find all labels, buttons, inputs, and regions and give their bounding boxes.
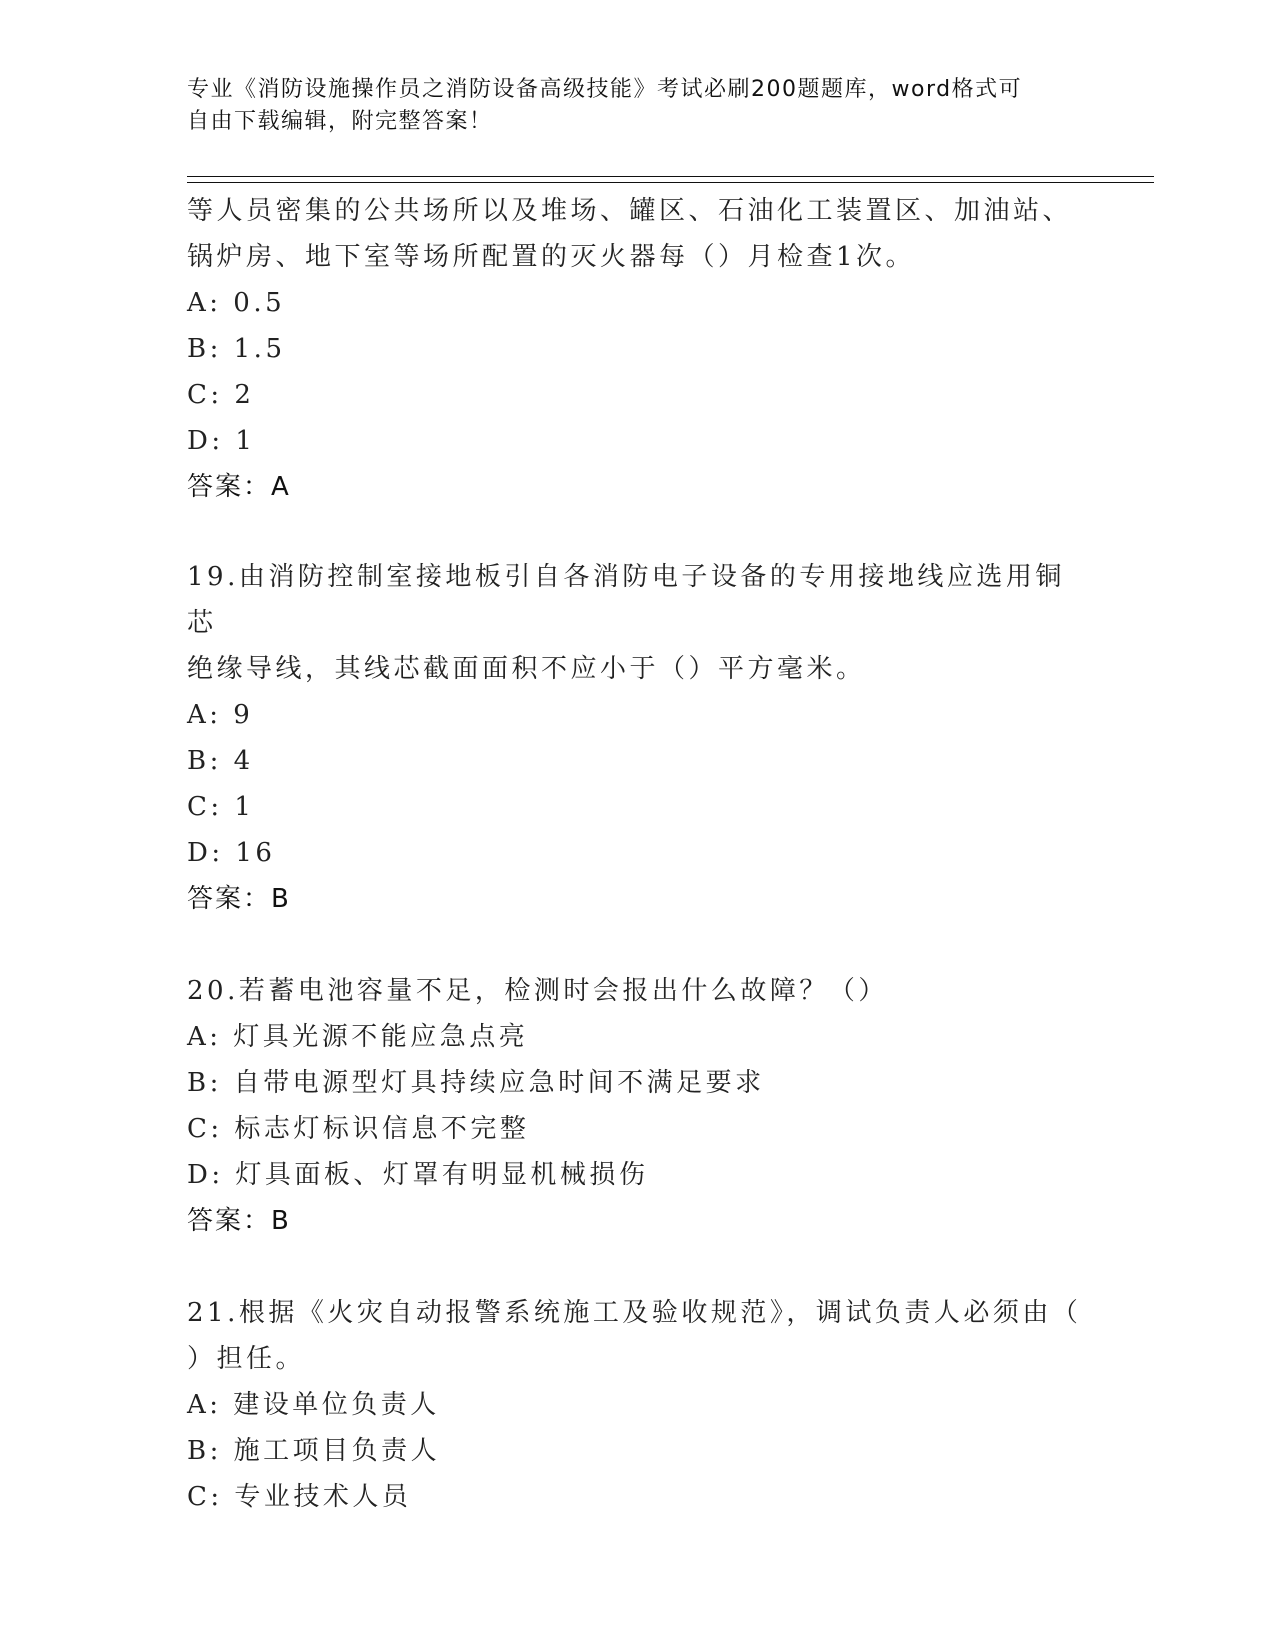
- option-d: D: 1: [187, 426, 256, 456]
- answer: 答案：B: [187, 884, 291, 914]
- header-divider-top: [187, 176, 1154, 177]
- option-b: B: 施工项目负责人: [187, 1436, 441, 1466]
- question-stem-line: 等人员密集的公共场所以及堆场、罐区、石油化工装置区、加油站、: [187, 196, 1073, 226]
- option-b: B: 自带电源型灯具持续应急时间不满足要求: [187, 1068, 765, 1098]
- question-stem-line: 20.若蓄电池容量不足，检测时会报出什么故障？（）: [187, 976, 888, 1006]
- header-line-2: 自由下载编辑，附完整答案！: [187, 109, 493, 134]
- option-a: A: 灯具光源不能应急点亮: [187, 1022, 529, 1052]
- question-stem-line: ）担任。: [187, 1344, 306, 1374]
- question-stem-line: 19.由消防控制室接地板引自各消防电子设备的专用接地线应选用铜芯: [187, 562, 1065, 638]
- header-divider-bottom: [187, 182, 1154, 183]
- option-b: B: 1.5: [187, 334, 286, 364]
- option-a: A: 9: [187, 700, 254, 730]
- option-d: D: 16: [187, 838, 276, 868]
- option-a: A: 建设单位负责人: [187, 1390, 440, 1420]
- option-c: C: 专业技术人员: [187, 1482, 412, 1512]
- question-18: [187, 188, 1087, 510]
- question-list: [187, 188, 1087, 1566]
- option-c: C: 2: [187, 380, 255, 410]
- option-c: C: 1: [187, 792, 255, 822]
- header-line-1: 专业《消防设施操作员之消防设备高级技能》考试必刷200题题库，word格式可: [187, 77, 1023, 102]
- option-a: A: 0.5: [187, 288, 286, 318]
- question-stem-line: 锅炉房、地下室等场所配置的灭火器每（）月检查1次。: [187, 242, 916, 272]
- document-header: [187, 74, 1087, 138]
- answer: 答案：B: [187, 1206, 291, 1236]
- answer: 答案：A: [187, 472, 291, 502]
- option-c: C: 标志灯标识信息不完整: [187, 1114, 530, 1144]
- question-21: [187, 1290, 1087, 1520]
- question-stem-line: 21.根据《火灾自动报警系统施工及验收规范》，调试负责人必须由（: [187, 1298, 1082, 1328]
- question-stem-line: 绝缘导线，其线芯截面面积不应小于（）平方毫米。: [187, 654, 866, 684]
- option-b: B: 4: [187, 746, 254, 776]
- option-d: D: 灯具面板、灯罩有明显机械损伤: [187, 1160, 649, 1190]
- question-20: [187, 968, 1087, 1244]
- question-19: [187, 554, 1087, 922]
